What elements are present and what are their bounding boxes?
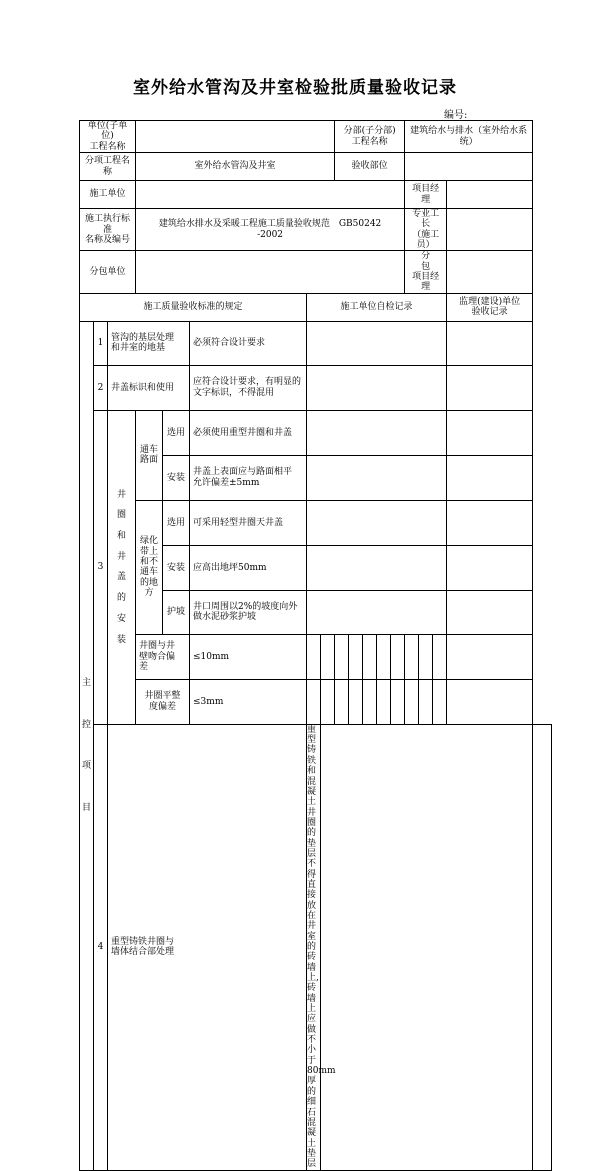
ring-wall-check-cell[interactable] <box>391 634 405 679</box>
main-control-label: 主 控 项 目 <box>80 321 94 1170</box>
item-row-3-ring-wall <box>80 634 552 679</box>
foreman-value[interactable] <box>447 209 533 251</box>
green-install-requirement: 应高出地坪50mm <box>190 545 307 590</box>
column-header-row <box>80 293 552 321</box>
unit-project-label: 单位(子单位) 工程名称 <box>80 121 136 153</box>
page-title: 室外给水管沟及井室检验批质量验收记录 <box>133 78 457 98</box>
road-select-supervisor[interactable] <box>447 410 533 455</box>
division-project-value[interactable]: 建筑给水与排水（室外给水系统） <box>405 121 533 153</box>
subcontractor-label: 分包单位 <box>80 251 136 293</box>
green-select-self-check[interactable] <box>307 500 447 545</box>
ring-level-check-cell[interactable] <box>405 679 419 724</box>
ring-level-check-cell[interactable] <box>419 679 433 724</box>
road-select-self-check[interactable] <box>307 410 447 455</box>
project-manager-label: 项目经理 <box>405 181 447 209</box>
item-2-name: 井盖标识和使用 <box>108 365 190 410</box>
item-3-name: 井 圈 和 井 盖 的 安 装 <box>108 410 136 724</box>
serial-number-label: 编号: <box>444 110 468 121</box>
ring-wall-deviation-requirement: ≤10mm <box>190 634 307 679</box>
ring-wall-supervisor[interactable] <box>447 634 533 679</box>
self-check-column-header: 施工单位自检记录 <box>307 293 447 321</box>
road-install-requirement: 井盖上表面应与路面相平 允许偏差±5mm <box>190 455 307 500</box>
item-4-requirement: 重型铸铁和混凝土井圈的垫层 不得直接放在井室的砖墙上, 砖墙上应做不小于80mm厚的细 石混凝土垫层 <box>307 724 336 1170</box>
ring-wall-check-cell[interactable] <box>321 634 335 679</box>
green-select-label: 选用 <box>163 500 190 545</box>
item-row-2 <box>80 365 552 410</box>
header-row-standard <box>80 209 552 251</box>
subitem-project-value[interactable]: 室外给水管沟及井室 <box>136 153 335 181</box>
standard-label: 施工执行标准 名称及编号 <box>80 209 136 251</box>
item-4-name: 重型铸铁井圈与 墙体结合部处理 <box>108 724 307 1170</box>
ring-level-check-cell[interactable] <box>321 679 335 724</box>
spec-column-header: 施工质量验收标准的规定 <box>80 293 307 321</box>
supervisor-column-header: 监理(建设)单位 验收记录 <box>447 293 533 321</box>
item-2-requirement: 应符合设计要求，有明显的 文字标识，不得混用 <box>190 365 307 410</box>
item-2-number: 2 <box>94 365 108 410</box>
subitem-project-label: 分项工程名称 <box>80 153 136 181</box>
road-install-self-check[interactable] <box>307 455 447 500</box>
item-1-number: 1 <box>94 321 108 365</box>
inspection-part-value[interactable] <box>405 153 533 181</box>
division-project-label: 分部(子分部) 工程名称 <box>335 121 405 153</box>
item-row-3-green-select <box>80 500 552 545</box>
inspection-part-label: 验收部位 <box>335 153 405 181</box>
unit-project-value[interactable] <box>136 121 335 153</box>
item-row-3-road-select <box>80 410 552 455</box>
ring-level-check-cell[interactable] <box>363 679 377 724</box>
road-install-label: 安装 <box>163 455 190 500</box>
ring-level-check-cell[interactable] <box>433 679 447 724</box>
contractor-label: 施工单位 <box>80 181 136 209</box>
ring-wall-check-cell[interactable] <box>405 634 419 679</box>
header-row-subcontractor <box>80 251 552 293</box>
item-4-supervisor[interactable] <box>533 724 552 1170</box>
ring-wall-check-cell[interactable] <box>419 634 433 679</box>
item-1-name: 管沟的基层处理 和井室的地基 <box>108 321 190 365</box>
ring-wall-check-cell[interactable] <box>377 634 391 679</box>
header-row-contractor <box>80 181 552 209</box>
green-install-supervisor[interactable] <box>447 545 533 590</box>
ring-level-check-cell[interactable] <box>377 679 391 724</box>
ring-wall-check-cell[interactable] <box>335 634 349 679</box>
road-install-supervisor[interactable] <box>447 455 533 500</box>
ring-level-deviation-requirement: ≤3mm <box>190 679 307 724</box>
ring-wall-check-cell[interactable] <box>349 634 363 679</box>
project-manager-value[interactable] <box>447 181 533 209</box>
slope-label: 护坡 <box>163 590 190 634</box>
ring-level-deviation-label: 井圈平整 度偏差 <box>136 679 190 724</box>
ring-wall-check-cell[interactable] <box>433 634 447 679</box>
item-row-3-ring-level <box>80 679 552 724</box>
green-area-category-label: 绿化 带上 和不 通车 的地 方 <box>136 500 163 634</box>
subcontractor-value[interactable] <box>136 251 405 293</box>
road-category-label: 通车 路面 <box>136 410 163 500</box>
sub-project-manager-label: 分 包 项目经理 <box>405 251 447 293</box>
contractor-value[interactable] <box>136 181 405 209</box>
item-3-number: 3 <box>94 410 108 724</box>
ring-wall-check-cell[interactable] <box>363 634 377 679</box>
ring-level-check-cell[interactable] <box>349 679 363 724</box>
item-row-4 <box>80 724 552 1170</box>
green-select-supervisor[interactable] <box>447 500 533 545</box>
inspection-record-table <box>79 120 552 1171</box>
ring-wall-deviation-label: 井圈与井 壁吻合偏 差 <box>136 634 190 679</box>
item-1-self-check[interactable] <box>307 321 447 365</box>
item-1-requirement: 必须符合设计要求 <box>190 321 307 365</box>
item-1-supervisor[interactable] <box>447 321 533 365</box>
green-install-label: 安装 <box>163 545 190 590</box>
slope-requirement: 井口周围以2%的坡度向外 做水泥砂浆护坡 <box>190 590 307 634</box>
header-row-unit <box>80 121 552 153</box>
ring-level-supervisor[interactable] <box>447 679 533 724</box>
slope-supervisor[interactable] <box>447 590 533 634</box>
sub-project-manager-value[interactable] <box>447 251 533 293</box>
ring-wall-check-cell[interactable] <box>307 634 321 679</box>
header-row-subitem <box>80 153 552 181</box>
item-2-self-check[interactable] <box>307 365 447 410</box>
slope-self-check[interactable] <box>307 590 447 634</box>
item-4-number: 4 <box>94 724 108 1170</box>
item-2-supervisor[interactable] <box>447 365 533 410</box>
road-select-label: 选用 <box>163 410 190 455</box>
standard-value[interactable]: 建筑给水排水及采暖工程施工质量验收规范 GB50242 -2002 <box>136 209 405 251</box>
road-select-requirement: 必须使用重型井圈和井盖 <box>190 410 307 455</box>
ring-level-check-cell[interactable] <box>307 679 321 724</box>
ring-level-check-cell[interactable] <box>335 679 349 724</box>
foreman-label: 专业工长 （施工员） <box>405 209 447 251</box>
item-4-self-check[interactable] <box>321 724 533 1170</box>
green-install-self-check[interactable] <box>307 545 447 590</box>
item-row-1 <box>80 321 552 365</box>
ring-level-check-cell[interactable] <box>391 679 405 724</box>
green-select-requirement: 可采用轻型井圈天井盖 <box>190 500 307 545</box>
